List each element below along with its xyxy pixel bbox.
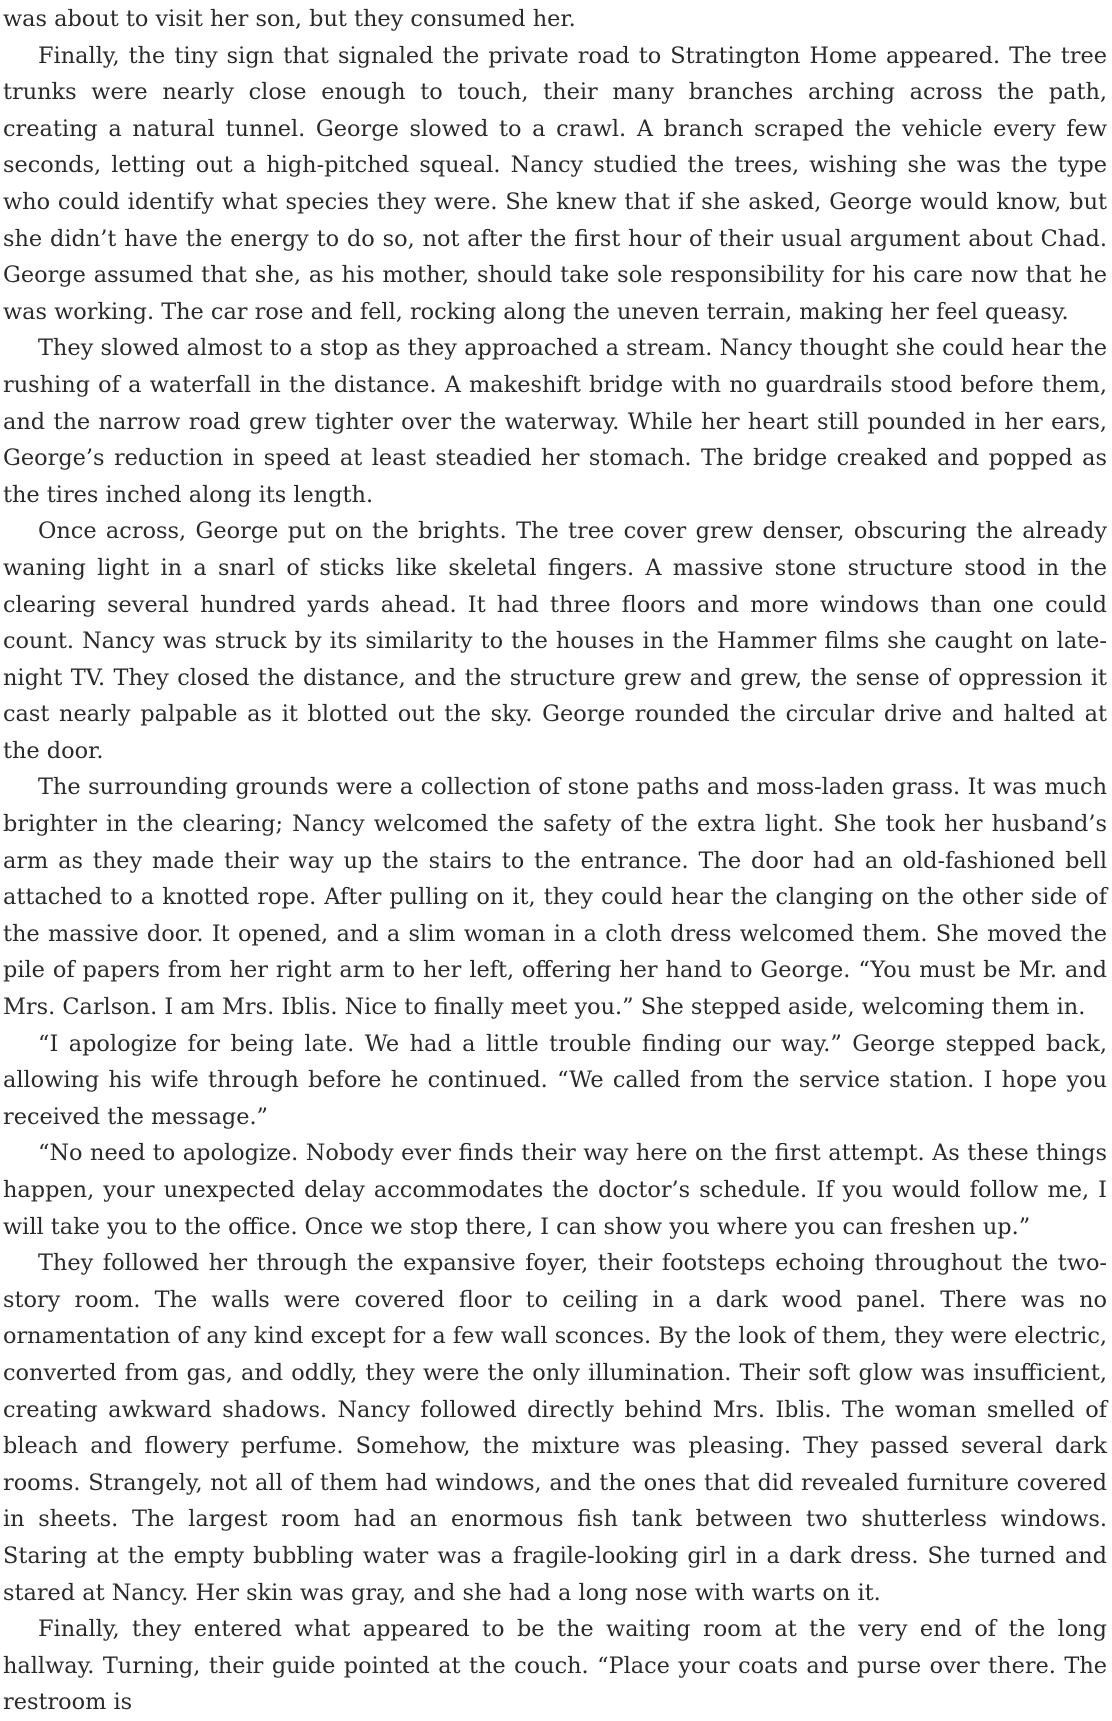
document-page bbox=[3, 0, 1107, 1721]
paragraph-stone-structure: Once across, George put on the brights. The tree cover grew denser, obscuring the already waning light in a snarl of sticks like skeletal fingers. A massive stone structure stood in the clearing several hundred yards ahead. It had three floors and more windows than one could count. Nancy was struck by its similarity to the houses in the Hammer films she caught on late-night TV. They closed the distance, and the structure grew and grew, the sense of oppression it cast nearly palpable as it blotted out the sky. George rounded the circular drive and halted at the door. bbox=[3, 518, 1107, 764]
paragraph-stream-bridge: They slowed almost to a stop as they approached a stream. Nancy thought she could hear the rushing of a waterfall in the distance. A makeshift bridge with no guardrails stood before them, and the narrow road grew tighter over the waterway. While her heart still pounded in her ears, George’s reduction in speed at least steadied her stomach. The bridge creaked and popped as the tires inched along its length. bbox=[3, 335, 1107, 508]
paragraph-waiting-room: Finally, they entered what appeared to be the waiting room at the very end of the long hallway. Turning, their guide pointed at the couch. “Place your coats and purse over there. The restroom is bbox=[3, 1616, 1107, 1716]
paragraph-iblis-reply: “No need to apologize. Nobody ever finds their way here on the first attempt. As these things happen, your unexpected delay accommodates the doctor’s schedule. If you would follow me, I will take you to the office. Once we stop there, I can show you where you can freshen up.” bbox=[3, 1140, 1107, 1240]
paragraph-continuation: was about to visit her son, but they consumed her. bbox=[3, 6, 576, 32]
paragraph-foyer: They followed her through the expansive foyer, their footsteps echoing throughout the two-story room. The walls were covered floor to ceiling in a dark wood panel. There was no ornamentation of any kind except for a few wall sconces. By the look of them, they were electric, converted from gas, and oddly, they were the only illumination. Their soft glow was insufficient, creating awkward shadows. Nancy followed directly behind Mrs. Iblis. The woman smelled of bleach and flowery perfume. Somehow, the mixture was pleasing. They passed several dark rooms. Strangely, not all of them had windows, and the ones that did revealed furniture covered in sheets. The largest room had an enormous fish tank between two shutterless windows. Staring at the empty bubbling water was a fragile-looking girl in a dark dress. She turned and stared at Nancy. Her skin was gray, and she had a long nose with warts on it. bbox=[3, 1250, 1107, 1606]
paragraph-george-apology: “I apologize for being late. We had a little trouble finding our way.” George stepped back, allowing his wife through before he continued. “We called from the service station. I hope you received the message.” bbox=[3, 1030, 1107, 1130]
paragraph-grounds-entrance: The surrounding grounds were a collection of stone paths and moss-laden grass. It was much brighter in the clearing; Nancy welcomed the safety of the extra light. She took her husband’s arm as they made their way up the stairs to the entrance. The door had an old-fashioned bell attached to a knotted rope. After pulling on it, they could hear the clanging on the other side of the massive door. It opened, and a slim woman in a cloth dress welcomed them. She moved the pile of papers from her right arm to her left, offering her hand to George. “You must be Mr. and Mrs. Carlson. I am Mrs. Iblis. Nice to finally meet you.” She stepped aside, welcoming them in. bbox=[3, 774, 1107, 1021]
paragraph-private-road: Finally, the tiny sign that signaled the private road to Stratington Home appeared. The tree trunks were nearly close enough to touch, their many branches arching across the path, creating a natural tunnel. George slowed to a crawl. A branch scraped the vehicle every few seconds, letting out a high-pitched squeal. Nancy studied the trees, wishing she was the type who could identify what species they were. She knew that if she asked, George would know, but she didn’t have the energy to do so, not after the first hour of their usual argument about Chad. George assumed that she, as his mother, should take sole responsibility for his care now that he was working. The car rose and fell, rocking along the uneven terrain, making her feel queasy. bbox=[3, 42, 1107, 325]
